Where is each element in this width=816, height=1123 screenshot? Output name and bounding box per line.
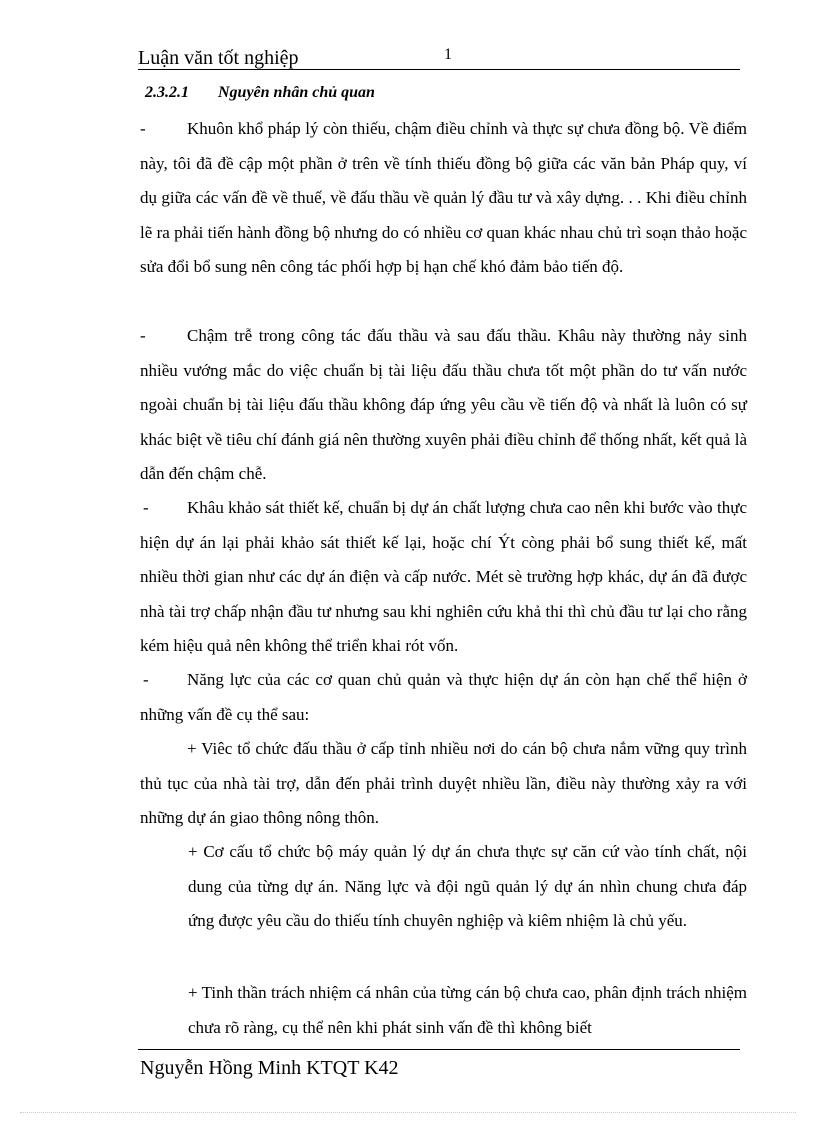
- footer-divider: [138, 1049, 740, 1050]
- bullet-dash-2: -: [140, 326, 146, 345]
- footer-author: Nguyễn Hồng Minh KTQT K42: [140, 1057, 399, 1079]
- paragraph-4: Năng lực của các cơ quan chủ quản và thực hiện dự án còn hạn chế thể hiện ở những vấn đề cụ thể sau:: [140, 670, 747, 724]
- page-bottom-border: [20, 1112, 796, 1113]
- paragraph-2: Chậm trễ trong công tác đấu thầu và sau đấu thầu. Khâu này thường nảy sinh nhiều vướng mắc do việc chuẩn bị tài liệu đấu thầu chưa tốt một phần do tư vấn nước ngoài chuẩn bị tài liệu đấu thầu không đáp ứng yêu cầu về tiến độ và nhất là luôn có sự khác biệt về tiêu chí đánh giá nên thường xuyên phải điều chỉnh để thống nhất, kết quả là dẫn đến chậm chễ.: [140, 326, 747, 483]
- subitem-2: + Cơ cấu tổ chức bộ máy quản lý dự án chưa thực sự căn cứ vào tính chất, nội dung của từng dự án. Năng lực và đội ngũ quản lý dự án nhìn chung chưa đáp ứng được yêu cầu do thiếu tính chuyên nghiệp và kiêm nhiệm là chủ yếu.: [188, 842, 747, 930]
- section-number: 2.3.2.1: [145, 84, 189, 101]
- page-header: [138, 47, 740, 70]
- page-number: 1: [444, 46, 452, 63]
- section-heading: [145, 84, 375, 102]
- bullet-dash-1: -: [140, 119, 146, 138]
- bullet-dash-4: -: [143, 670, 149, 689]
- paragraph-3: Khâu khảo sát thiết kế, chuẩn bị dự án chất lượng chưa cao nên khi bước vào thực hiện dự án lại phải khảo sát thiết kế lại, hoặc chí Ýt còng phải bổ sung thiết kế, mất nhiều thời gian như các dự án điện và cấp nước. Mét sè trường hợp khác, dự án đã được nhà tài trợ chấp nhận đầu tư nhưng sau khi nghiên cứu khả thi thì chủ đầu tư lại cho rằng kém hiệu quả nên không thể triển khai rót vốn.: [140, 498, 747, 655]
- subitem-3: + Tinh thần trách nhiệm cá nhân của từng cán bộ chưa cao, phân định trách nhiệm chưa rõ ràng, cụ thể nên khi phát sinh vấn đề thì không biết: [188, 983, 747, 1037]
- paragraph-1: Khuôn khổ pháp lý còn thiếu, chậm điều chỉnh và thực sự chưa đồng bộ. Về điểm này, tôi đã đề cập một phần ở trên về tính thiếu đồng bộ giữa các văn bản Pháp quy, ví dụ giữa các vấn đề về thuế, về đấu thầu về quản lý đầu tư và xây dựng. . . Khi điều chỉnh lẽ ra phải tiến hành đồng bộ nhưng do có nhiều cơ quan khác nhau chủ trì soạn thảo hoặc sửa đổi bổ sung nên công tác phối hợp bị hạn chế khó đảm bảo tiến độ.: [140, 119, 747, 276]
- header-title: Luận văn tốt nghiệp: [138, 47, 299, 69]
- section-title: Nguyên nhân chủ quan: [218, 84, 375, 101]
- bullet-dash-3: -: [143, 498, 149, 517]
- subitem-1: + Viêc tổ chức đấu thầu ở cấp tỉnh nhiều nơi do cán bộ chưa nắm vững quy trình thủ tục của nhà tài trợ, dẫn đến phải trình duyệt nhiều lần, điều này thường xảy ra với những dự án giao thông nông thôn.: [140, 739, 747, 827]
